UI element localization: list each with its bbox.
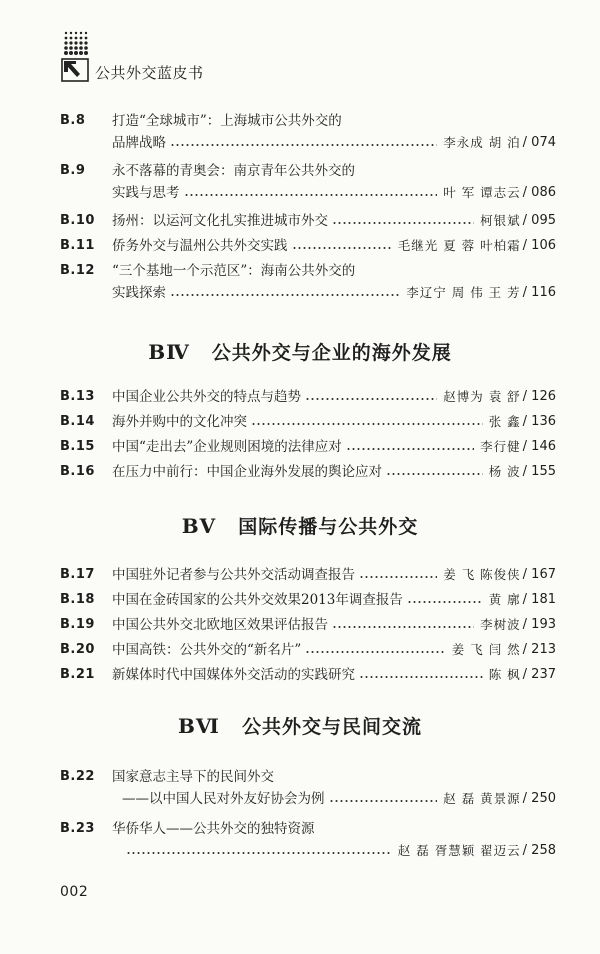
section-number: BⅣ <box>148 340 190 364</box>
entry-title: 打造“全球城市”：上海城市公共外交的 <box>112 113 342 129</box>
entry-number: B.23 <box>60 821 95 836</box>
dot-leader <box>346 448 474 450</box>
entry-number: B.16 <box>60 464 95 479</box>
dot-leader <box>386 473 483 475</box>
entry-authors: 黄 廓 <box>488 592 521 607</box>
dot-leader <box>407 601 483 603</box>
entry-page: / 258 <box>522 843 556 858</box>
entry-authors: 赵 磊 黄景源 <box>443 791 521 806</box>
section-heading-5[interactable] <box>0 512 600 539</box>
entry-page: / 193 <box>522 617 556 632</box>
toc-entry[interactable] <box>60 160 556 204</box>
entry-title: 中国高铁：公共外交的“新名片” <box>112 642 302 658</box>
entry-title: 扬州：以运河文化扎实推进城市外交 <box>112 213 328 229</box>
entry-number: B.8 <box>60 113 86 128</box>
entry-page: / 213 <box>522 642 556 657</box>
entry-number: B.19 <box>60 617 95 632</box>
section-heading-4[interactable] <box>0 338 600 365</box>
toc-entry[interactable] <box>60 386 556 408</box>
entry-title: 中国企业公共外交的特点与趋势 <box>112 389 301 405</box>
toc-entry[interactable] <box>60 235 556 257</box>
toc-entry[interactable] <box>60 564 556 586</box>
page-number: 002 <box>60 884 89 900</box>
book-series-logo <box>60 30 90 82</box>
toc-entry[interactable] <box>60 664 556 686</box>
dot-leader <box>126 852 392 854</box>
section-title: 公共外交与企业的海外发展 <box>211 342 452 364</box>
entry-number: B.22 <box>60 769 95 784</box>
section-title: 国际传播与公共外交 <box>238 516 419 538</box>
entry-page: / 095 <box>522 213 556 228</box>
section-heading-6[interactable] <box>0 712 600 739</box>
entry-number: B.11 <box>60 238 95 253</box>
entry-authors: 柯银斌 <box>480 213 521 228</box>
entry-authors: 叶 军 谭志云 <box>443 185 521 200</box>
section-title: 公共外交与民间交流 <box>241 716 422 738</box>
entry-subtitle: ——以中国人民对外友好协会为例 <box>122 791 325 807</box>
entry-authors: 赵 磊 胥慧颖 翟迈云 <box>397 843 521 858</box>
entry-number: B.14 <box>60 414 95 429</box>
toc-entry[interactable] <box>60 639 556 661</box>
header-book-title: 公共外交蓝皮书 <box>95 64 204 82</box>
entry-number: B.15 <box>60 439 95 454</box>
entry-number: B.21 <box>60 667 95 682</box>
dot-leader <box>329 800 438 802</box>
entry-authors: 陈 枫 <box>488 667 521 682</box>
entry-title: 中国公共外交北欧地区效果评估报告 <box>112 617 328 633</box>
entry-page: / 126 <box>522 389 556 404</box>
entry-page: / 146 <box>522 439 556 454</box>
entry-title-continued: 实践探索 <box>112 285 166 301</box>
entry-page: / 155 <box>522 464 556 479</box>
entry-authors: 杨 波 <box>488 464 521 479</box>
toc-entry[interactable] <box>60 210 556 232</box>
entry-title: 国家意志主导下的民间外交 <box>112 769 274 785</box>
section-number: BⅤ <box>181 514 217 538</box>
entry-page: / 074 <box>522 135 556 150</box>
dot-leader <box>305 651 445 653</box>
toc-entry[interactable] <box>60 110 556 154</box>
toc-entry[interactable] <box>60 461 556 483</box>
toc-entry[interactable] <box>60 436 556 458</box>
entry-authors: 李行健 <box>480 439 521 454</box>
entry-page: / 086 <box>522 185 556 200</box>
dot-leader <box>251 423 483 425</box>
section-number: BⅥ <box>178 714 220 738</box>
toc-entry[interactable] <box>60 818 556 862</box>
toc-entry[interactable] <box>60 411 556 433</box>
entry-authors: 李辽宁 周 伟 王 芳 <box>406 285 521 300</box>
dot-leader <box>305 398 437 400</box>
toc-entry[interactable] <box>60 589 556 611</box>
dot-leader <box>292 247 392 249</box>
entry-title: 永不落幕的青奥会：南京青年公共外交的 <box>112 163 355 179</box>
entry-title: 在压力中前行：中国企业海外发展的舆论应对 <box>112 464 382 480</box>
entry-title: 中国“走出去”企业规则困境的法律应对 <box>112 439 342 455</box>
entry-page: / 181 <box>522 592 556 607</box>
entry-authors: 张 鑫 <box>488 414 521 429</box>
entry-authors: 姜 飞 闫 然 <box>451 642 521 657</box>
entry-page: / 250 <box>522 791 556 806</box>
entry-title: “三个基地一个示范区”：海南公共外交的 <box>112 263 356 279</box>
dot-leader <box>359 676 483 678</box>
entry-authors: 赵博为 袁 舒 <box>443 389 521 404</box>
entry-number: B.12 <box>60 263 95 278</box>
entry-title: 海外并购中的文化冲突 <box>112 414 247 430</box>
entry-title: 华侨华人——公共外交的独特资源 <box>112 821 315 837</box>
entry-title: 中国驻外记者参与公共外交活动调查报告 <box>112 567 355 583</box>
entry-number: B.18 <box>60 592 95 607</box>
entry-page: / 167 <box>522 567 556 582</box>
toc-entry[interactable] <box>60 260 556 304</box>
dot-leader <box>170 294 400 296</box>
entry-number: B.20 <box>60 642 95 657</box>
dot-leader <box>332 222 474 224</box>
entry-page: / 116 <box>522 285 556 300</box>
dot-leader <box>170 144 437 146</box>
entry-number: B.13 <box>60 389 95 404</box>
toc-entry[interactable] <box>60 766 556 810</box>
entry-title: 中国在金砖国家的公共外交效果2013年调查报告 <box>112 592 403 608</box>
entry-title: 新媒体时代中国媒体外交活动的实践研究 <box>112 667 355 683</box>
entry-page: / 106 <box>522 238 556 253</box>
entry-title-continued: 实践与思考 <box>112 185 180 201</box>
entry-authors: 李树波 <box>480 617 521 632</box>
entry-authors: 毛继光 夏 蓉 叶柏霜 <box>397 238 521 253</box>
entry-authors: 李永成 胡 泊 <box>443 135 521 150</box>
dot-leader <box>332 626 474 628</box>
dot-leader <box>184 194 438 196</box>
entry-number: B.17 <box>60 567 95 582</box>
entry-page: / 237 <box>522 667 556 682</box>
entry-number: B.9 <box>60 163 86 178</box>
entry-title: 侨务外交与温州公共外交实践 <box>112 238 288 254</box>
toc-entry[interactable] <box>60 614 556 636</box>
entry-authors: 姜 飞 陈俊侠 <box>443 567 521 582</box>
entry-page: / 136 <box>522 414 556 429</box>
dot-leader <box>359 576 437 578</box>
entry-number: B.10 <box>60 213 95 228</box>
entry-title-continued: 品牌战略 <box>112 135 166 151</box>
